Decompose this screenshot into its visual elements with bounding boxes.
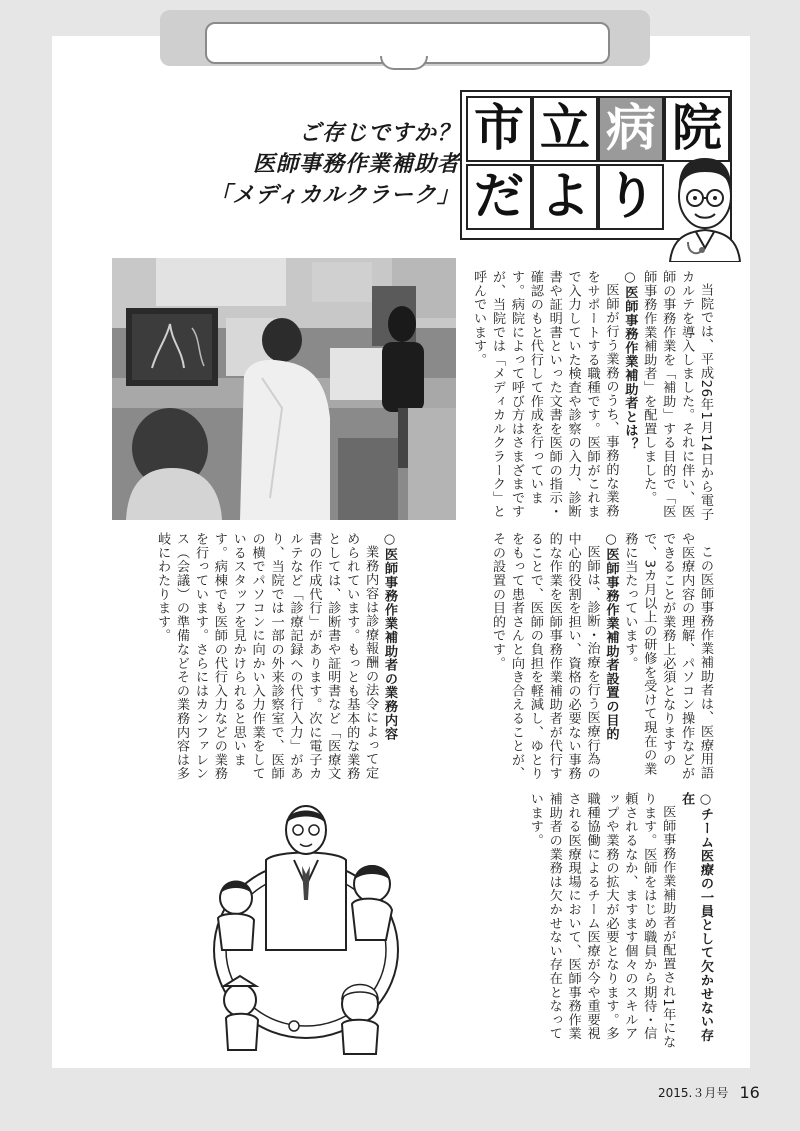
column-lower-left: [128, 532, 398, 782]
clipboard-notch: [380, 56, 428, 70]
section-heading-2: ○医師事務作業補助者設置の目的: [603, 532, 619, 741]
section-1-paragraph-2: この医師事務作業補助者は、医療用語や医療内容の理解、パソコン操作などができることが業務上必須となりますので、3カ月以上の研修を受けて現在の業務に当たっています。: [622, 532, 713, 781]
column-lower-right: [400, 532, 714, 782]
page-footer: [658, 1082, 778, 1102]
section-4-paragraph-1: 医師事務作業補助者が配置され1年になります。医師をはじめ職員から期待・信頼されるなか、ますます個々のスキルアップや業務の拡大が必要となります。多職種協働によるチーム医療が今や重要視される医療現場において、医師事務作業補助者の業務は欠かせない存在となっています。: [527, 792, 676, 1049]
title-char-3: 病: [598, 96, 664, 162]
headline: [120, 118, 460, 211]
headline-subject: 医師事務作業補助者: [252, 152, 460, 177]
section-heading-4: ○チーム医療の一員として欠かせない存在: [679, 792, 713, 1043]
column-upper-right: [458, 270, 714, 526]
doctor-mascot-icon: [662, 150, 748, 262]
section-heading-1: ○医師事務作業補助者とは？: [622, 270, 638, 452]
intro-paragraph: 当院では、平成26年1月14日から電子カルテを導入しました。それに伴い、医師の事務作業を「補助」する目的で「医師事務作業補助者」を配置しました。: [641, 270, 713, 522]
issue-label: 2015.３月号: [658, 1086, 729, 1100]
title-char-1: 市: [466, 96, 532, 162]
title-char-2: 立: [532, 96, 598, 162]
staff-circle-illustration: [196, 800, 416, 1060]
title-char-6: よ: [532, 164, 598, 230]
title-char-4: 院: [664, 96, 730, 162]
column-bottom-right: [500, 792, 714, 1054]
section-2-paragraph-1: 医師は、診断・治療を行う医療行為の中心的役割を担い、資格の必要ない事務的な作業を医師事務作業補助者が代行することで、医師の負担を軽減し、ゆとりをもって患者さんと向き合えることが、その設置の目的です。: [490, 532, 600, 781]
title-char-7: り: [598, 164, 664, 230]
section-heading-3: ○医師事務作業補助者の業務内容: [382, 532, 397, 741]
page-number: 16: [739, 1083, 760, 1102]
headline-kicker: ご存じですか？: [298, 121, 460, 146]
office-photo: [112, 258, 456, 520]
section-3-paragraph-1: 業務内容は診療報酬の法令によって定められています。もっとも基本的な業務としては、診断書や証明書など「医療文書の作成代行」があります。次に電子カルテなど「診療記録への代行入力」があり、当院では一部の外来診察室で、医師の横でパソコンに向かい入力作業をしているスタッフを見かけられると思います。病棟でも医師の代行入力などの業務を行っています。さらにはカンファレンス（会議）の準備などその業務内容は多岐にわたります。: [155, 532, 379, 781]
section-1-paragraph-1: 医師が行う業務のうち、事務的な業務をサポートする職種です。医師がこれまで入力していた検査や診察の入力、診断書や証明書といった文書を医師の指示・確認のもと代行して作成を行っています。病院によって呼び方はさまざまですが、当院では「メディカルクラーク」と呼んでいます。: [471, 270, 619, 519]
title-char-5: だ: [466, 164, 532, 230]
headline-name: 「メディカルクラーク」: [209, 183, 460, 208]
